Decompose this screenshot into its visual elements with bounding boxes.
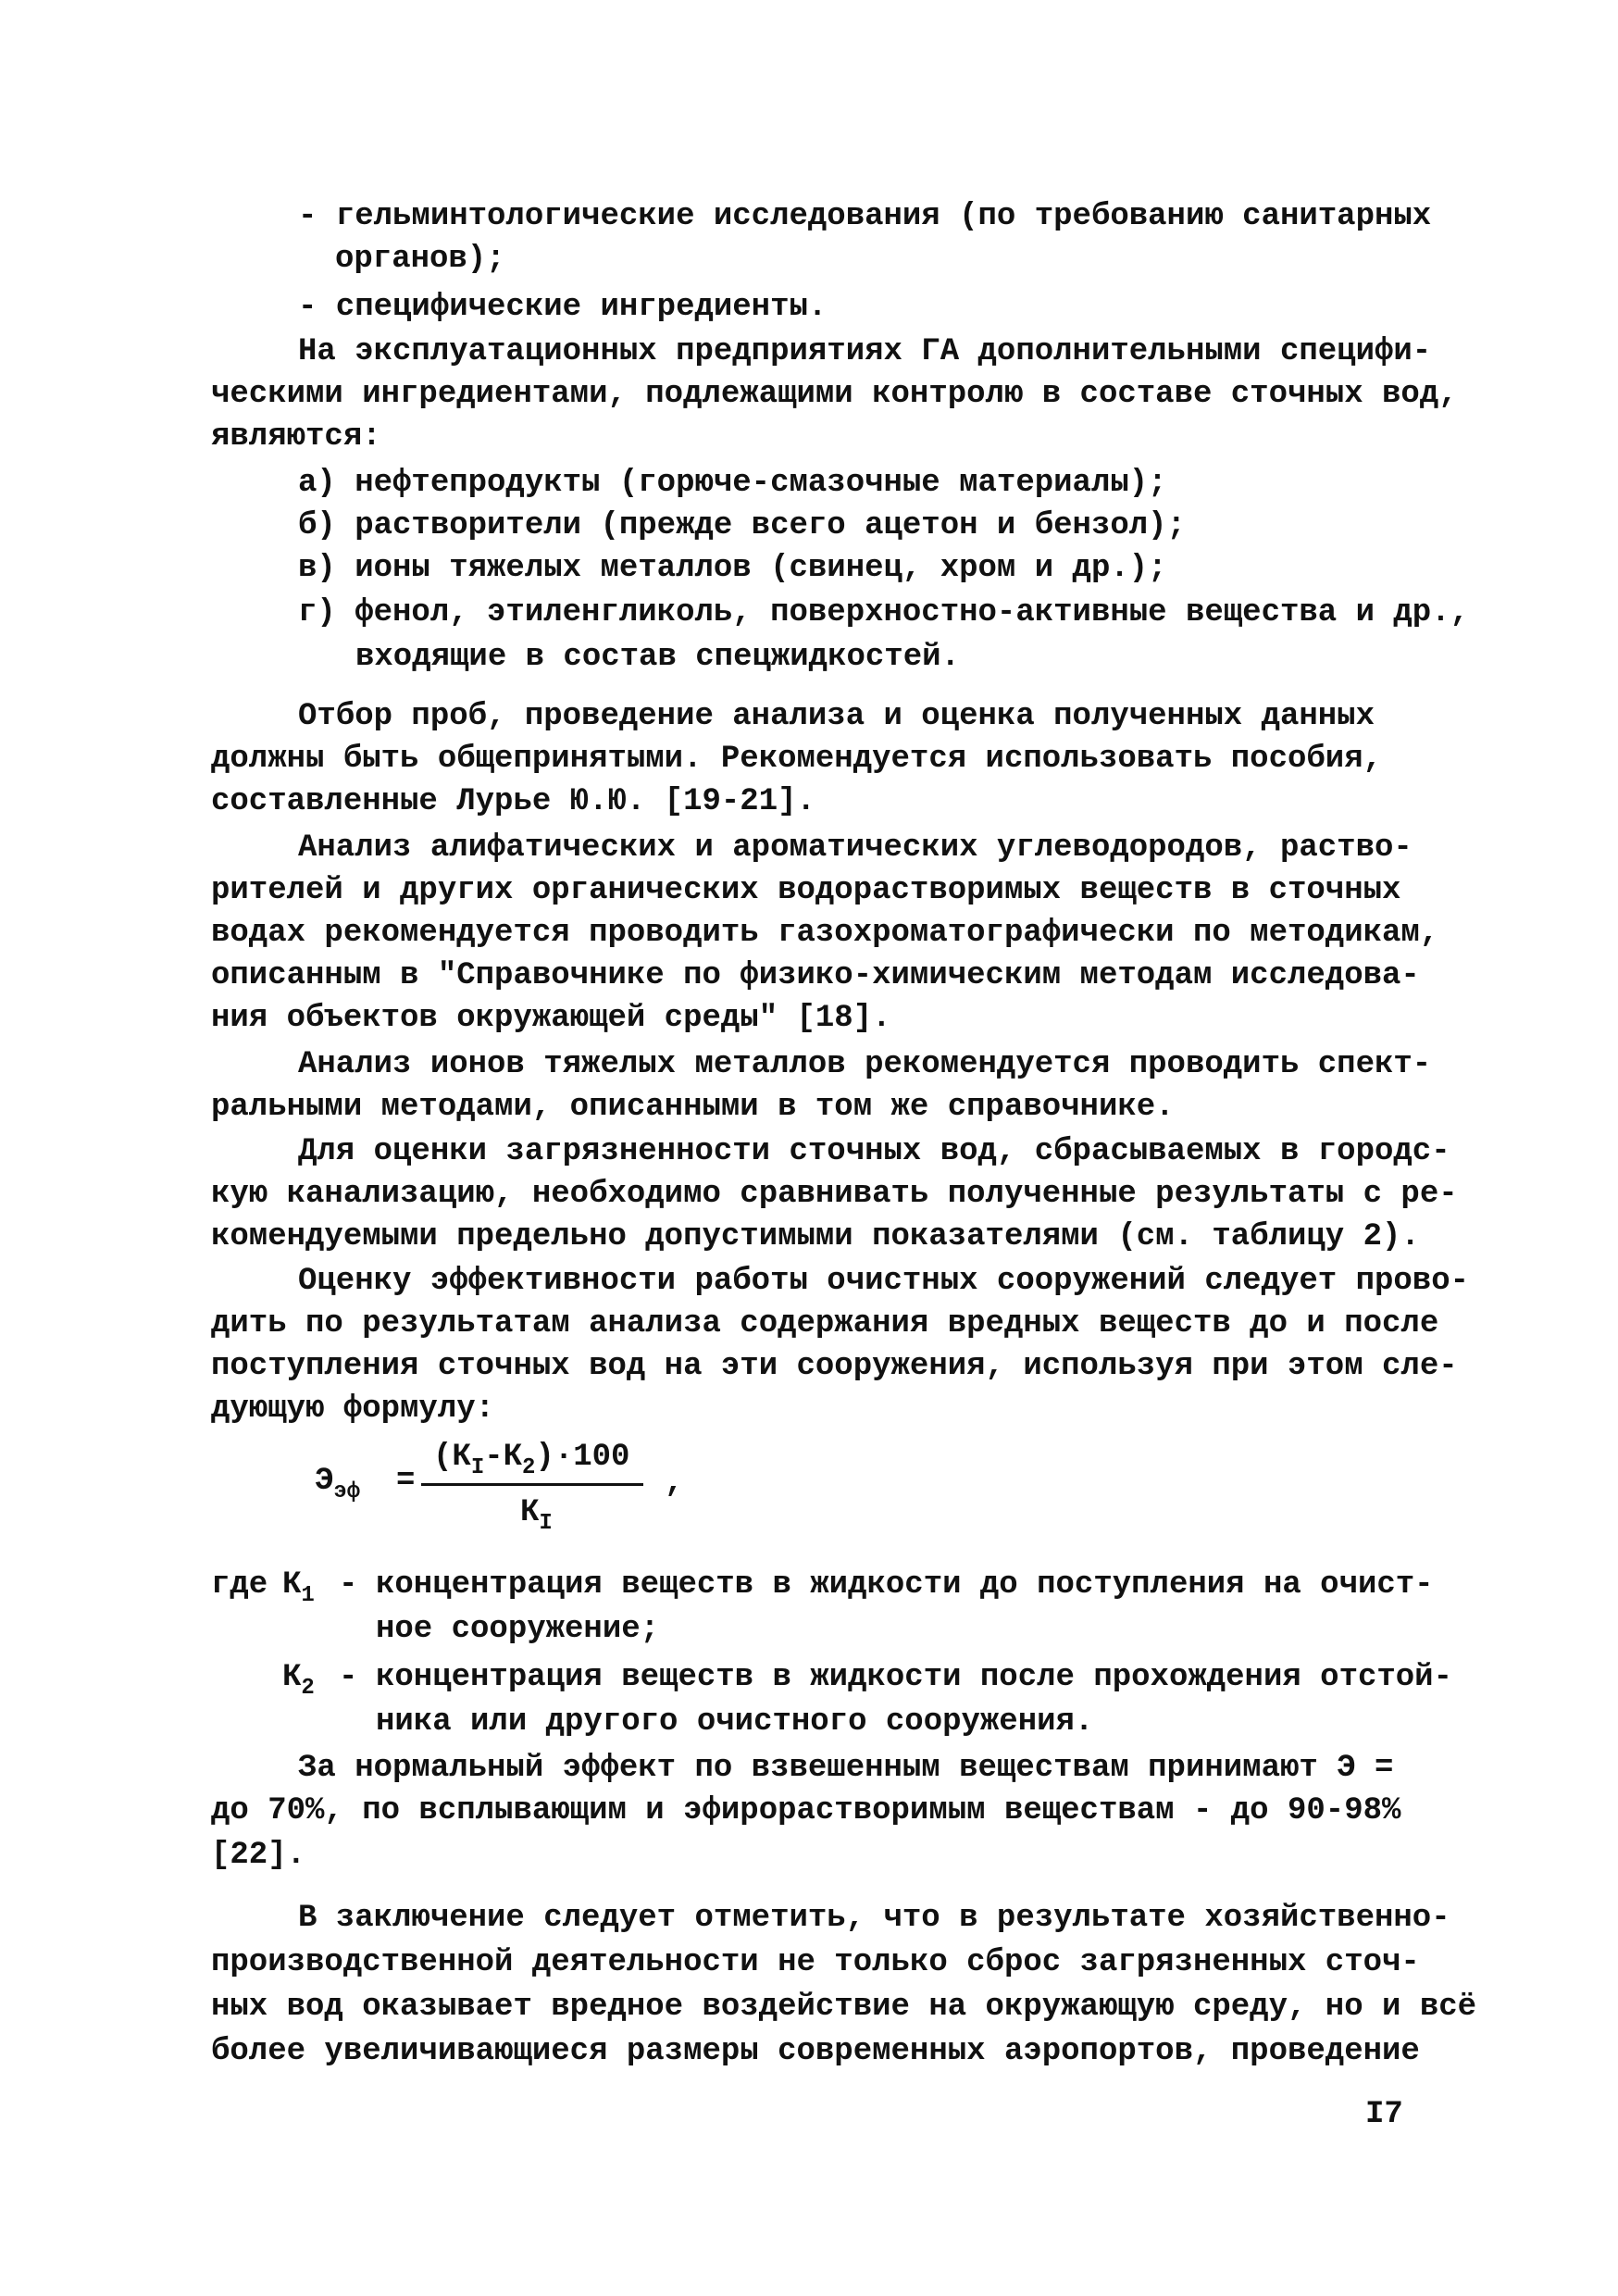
paragraph-line: составленные Лурье Ю.Ю. [19-21]. [211, 784, 815, 819]
paragraph-line: ческими ингредиентами, подлежащими контролю в составе сточных вод, [211, 377, 1458, 412]
page-number: I7 [1365, 2097, 1403, 2132]
list-item: б) растворители (прежде всего ацетон и бензол); [298, 508, 1186, 543]
paragraph-line: [22]. [211, 1838, 306, 1873]
list-item: в) ионы тяжелых металлов (свинец, хром и др.); [298, 551, 1167, 586]
paragraph-line: производственной деятельности не только сброс загрязненных сточ- [211, 1945, 1420, 1980]
bullet-item: - гельминтологические исследования (по требованию санитарных [298, 199, 1432, 234]
definition-dash: - [339, 1567, 358, 1603]
definition-symbol: $К_2$ [282, 1660, 315, 1701]
formula-numerator: $(К_I-К_2)\cdot 100$ [433, 1440, 630, 1480]
paragraph-line: поступления сточных вод на эти сооружения, используя при этом сле- [211, 1349, 1458, 1384]
definition-text: концентрация веществ в жидкости до поступления на очист- [376, 1567, 1434, 1603]
paragraph-line: более увеличивающиеся размеры современных аэропортов, проведение [211, 2034, 1420, 2069]
paragraph-line: В заключение следует отметить, что в результате хозяйственно- [298, 1901, 1450, 1936]
paragraph-line: являются: [211, 419, 381, 455]
definition-text: концентрация веществ в жидкости после прохождения отстой- [376, 1660, 1452, 1695]
paragraph-line: кую канализацию, необходимо сравнивать полученные результаты с ре- [211, 1177, 1458, 1212]
formula-denominator: $К_I$ [520, 1495, 553, 1536]
paragraph-line: должны быть общепринятыми. Рекомендуется использовать пособия, [211, 742, 1383, 777]
definition-prefix: где [211, 1567, 268, 1603]
paragraph-line: до 70%, по всплывающим и эфирорастворимым веществам - до 90-98% [211, 1793, 1401, 1828]
paragraph-line: рителей и других органических водорастворимых веществ в сточных [211, 873, 1401, 908]
paragraph-line: ных вод оказывает вредное воздействие на окружающую среду, но и всё [211, 1990, 1477, 2025]
paragraph-line: Анализ ионов тяжелых металлов рекомендуется проводить спект- [298, 1047, 1432, 1082]
paragraph-line: Анализ алифатических и ароматических углеводородов, раство- [298, 830, 1413, 866]
paragraph-line: дить по результатам анализа содержания вредных веществ до и после [211, 1306, 1439, 1341]
paragraph-line: описанным в "Справочнике по физико-химическим методам исследова- [211, 958, 1420, 993]
list-item: а) нефтепродукты (горюче-смазочные материалы); [298, 466, 1167, 501]
formula-equals: = [396, 1464, 416, 1499]
list-item: г) фенол, этиленгликоль, поверхностно-активные вещества и др., [298, 595, 1470, 630]
paragraph-line: Оценку эффективности работы очистных сооружений следует прово- [298, 1264, 1470, 1299]
definition-dash: - [339, 1660, 358, 1695]
paragraph-line: На эксплуатационных предприятиях ГА дополнительными специфи- [298, 334, 1432, 369]
paragraph-line: Отбор проб, проведение анализа и оценка полученных данных [298, 699, 1375, 734]
bullet-item-continuation: органов); [335, 242, 505, 277]
paragraph-line: Для оценки загрязненности сточных вод, сбрасываемых в городс- [298, 1134, 1450, 1169]
list-item-continuation: входящие в состав спецжидкостей. [355, 640, 960, 675]
definition-text: ное сооружение; [376, 1612, 660, 1647]
definition-symbol: $К_1$ [282, 1567, 315, 1608]
paragraph-line: ральными методами, описанными в том же справочнике. [211, 1090, 1175, 1125]
definition-text: ника или другого очистного сооружения. [376, 1704, 1094, 1740]
paragraph-line: комендуемыми предельно допустимыми показателями (см. таблицу 2). [211, 1219, 1420, 1254]
bullet-item: - специфические ингредиенты. [298, 290, 828, 325]
paragraph-line: водах рекомендуется проводить газохроматографически по методикам, [211, 916, 1439, 951]
formula-lhs: $Э_{эф}$ [315, 1464, 361, 1504]
formula-comma: , [665, 1466, 684, 1501]
paragraph-line: дующую формулу: [211, 1391, 495, 1427]
paragraph-line: ния объектов окружающей среды" [18]. [211, 1001, 891, 1036]
fraction-bar [421, 1483, 643, 1486]
paragraph-line: За нормальный эффект по взвешенным веществам принимают Э = [298, 1751, 1394, 1786]
